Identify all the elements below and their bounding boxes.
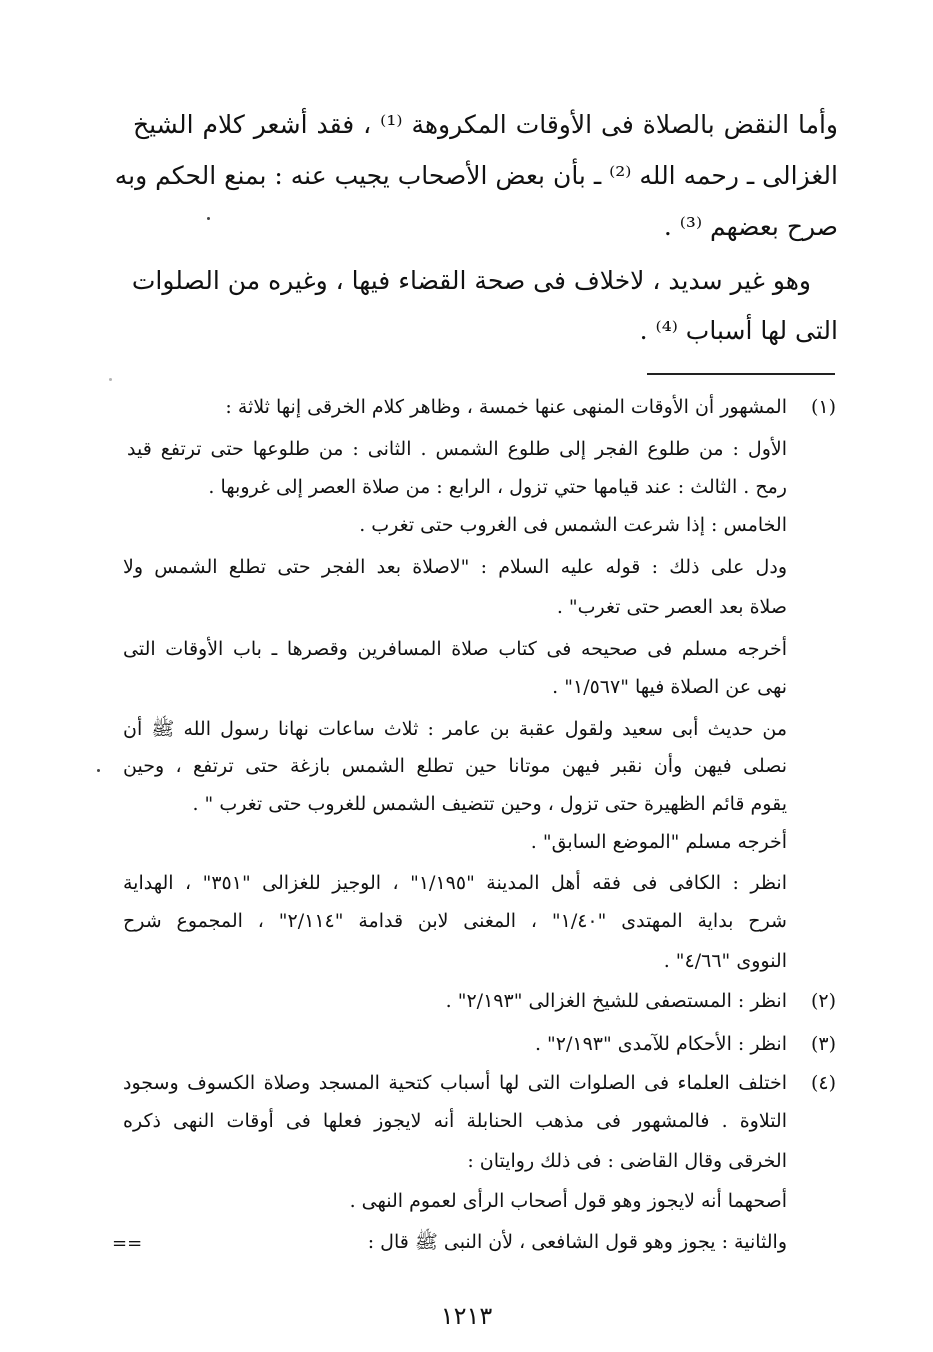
footnote-line: نصلى فيهن وأن نقبر فيهن موتانا حين تطلع الشمس بازغة حتى ترتفع ، وحين xyxy=(123,755,787,777)
scan-speck xyxy=(109,378,112,381)
footnote-marker: (١) xyxy=(810,396,836,418)
footnote-line: انظر : الأحكام للآمدى "٢/١٩٣" . xyxy=(534,1033,787,1055)
scan-speck xyxy=(207,217,210,220)
continuation-marker: == xyxy=(112,1233,143,1254)
body-line: صرح بعضهم ⁽³⁾ . xyxy=(663,212,838,241)
footnote-line: انظر : المستصفى للشيخ الغزالى "٢/١٩٣" . xyxy=(445,990,787,1012)
footnote-line: الأول : من طلوع الفجر إلى طلوع الشمس . الثانى : من طلوعها حتى ترتفع قيد xyxy=(127,438,787,460)
body-line: وهو غير سديد ، لاخلاف فى صحة القضاء فيها ، وغيره من الصلوات xyxy=(131,266,811,295)
footnote-line: النووى "٤/٦٦" . xyxy=(663,950,787,972)
footnote-line: انظر : الكافى فى فقه أهل المدينة "١/١٩٥" ، الوجيز للغزالى "٣٥١" ، الهداية xyxy=(123,872,787,894)
footnote-line: اختلف العلماء فى الصلوات التى لها أسباب كتحية المسجد وصلاة الكسوف وسجود xyxy=(123,1072,787,1094)
footnote-marker: (٢) xyxy=(810,990,836,1012)
footnote-divider xyxy=(647,373,835,375)
body-line: وأما النقض بالصلاة فى الأوقات المكروهة ⁽¹⁾ ، فقد أشعر كلام الشيخ xyxy=(133,110,838,139)
footnote-line: رمح . الثالث : عند قيامها حتي تزول ، الرابع : من صلاة العصر إلى غروبها . xyxy=(208,476,787,498)
scan-speck xyxy=(97,769,100,772)
footnote-line: أصحهما أنه لايجوز وهو قول أصحاب الرأى لعموم النهى . xyxy=(349,1190,787,1212)
footnote-marker: (٤) xyxy=(810,1072,836,1094)
footnote-line: أخرجه مسلم "الموضع السابق" . xyxy=(530,831,787,853)
footnote-line: من حديث أبى سعيد ولقول عقبة بن عامر : ثلاث ساعات نهانا رسول الله ﷺ أن xyxy=(123,718,787,740)
footnote-line: صلاة بعد العصر حتى تغرب" . xyxy=(556,596,787,618)
footnote-line: ودل على ذلك : قوله عليه السلام : "لاصلاة بعد الفجر حتى تطلع الشمس ولا xyxy=(123,556,787,578)
footnote-line: شرح بداية المهتدى "١/٤٠" ، المغنى لابن قدامة "٢/١١٤" ، المجموع شرح xyxy=(123,910,787,932)
footnote-line: يقوم قائم الظهيرة حتى تزول ، وحين تتضيف الشمس للغروب حتى تغرب " . xyxy=(192,793,787,815)
footnote-line: الخامس : إذا شرعت الشمس فى الغروب حتى تغرب . xyxy=(359,514,787,536)
body-line: التى لها أسباب ⁽⁴⁾ . xyxy=(639,316,838,345)
footnote-line: المشهور أن الأوقات المنهى عنها خمسة ، وظاهر كلام الخرقى إنها ثلاثة : xyxy=(225,396,787,418)
footnote-line: التلاوة . فالمشهور فى مذهب الحنابلة أنه لايجوز فعلها فى أوقات النهى ذكره xyxy=(123,1110,787,1132)
footnote-line: والثانية : يجوز وهو قول الشافعى ، لأن النبى ﷺ قال : xyxy=(367,1231,787,1253)
footnote-line: أخرجه مسلم فى صحيحه فى كتاب صلاة المسافرين وقصرها ـ باب الأوقات التى xyxy=(123,638,787,660)
body-line: الغزالى ـ رحمه الله ⁽²⁾ ـ بأن بعض الأصحاب يجيب عنه : بمنع الحكم وبه xyxy=(114,161,838,190)
footnote-line: الخرقى وقال القاضى : فى ذلك روايتان : xyxy=(467,1150,787,1172)
footnote-line: نهى عن الصلاة فيها "١/٥٦٧" . xyxy=(552,676,787,698)
footnote-marker: (٣) xyxy=(810,1033,836,1055)
page-number: ١٢١٣ xyxy=(440,1302,493,1330)
